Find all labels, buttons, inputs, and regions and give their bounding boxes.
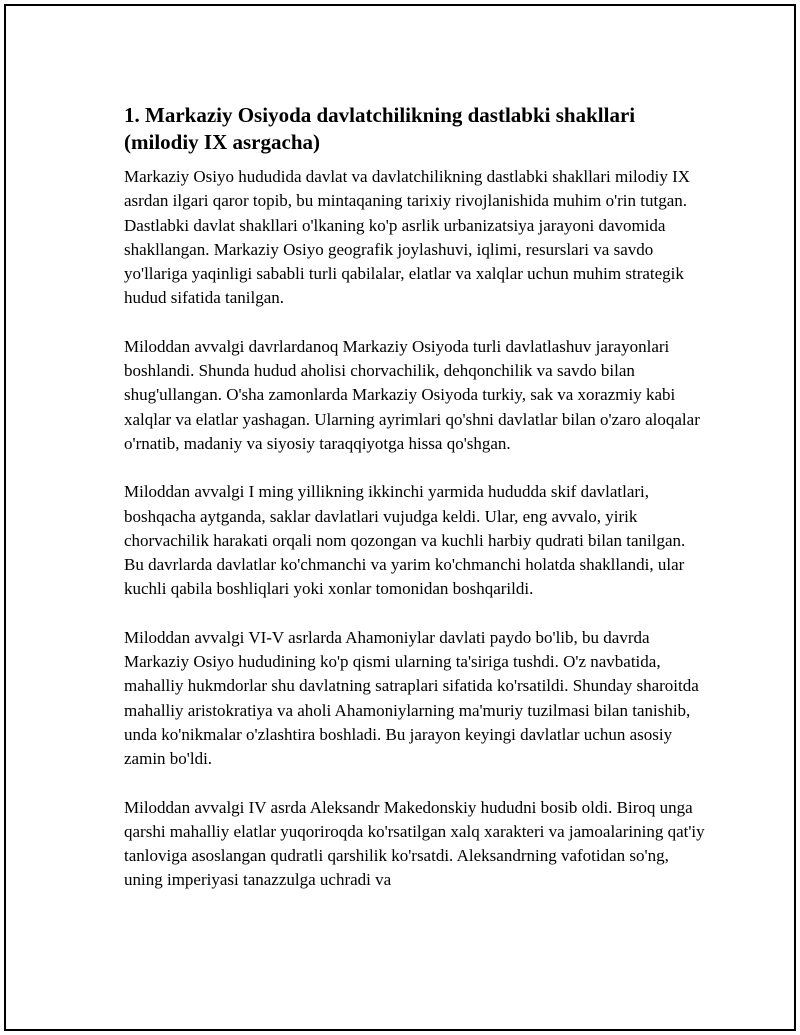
paragraph-1: Markaziy Osiyo hududida davlat va davlatchilikning dastlabki shakllari milodiy IX asrdan ilgari qaror topib, bu mintaqaning tarixiy rivojlanishida muhim o'rin tutgan. Dastlabki davlat shakllari o'lkaning ko'p asrlik urbanizatsiya jarayoni davomida shakllangan. Markaziy Osiyo geografik joylashuvi, iqlimi, resurslari va savdo yo'llariga yaqinligi sababli turli qabilalar, elatlar va xalqlar uchun muhim strategik hudud sifatida tanilgan. [124,167,691,308]
page-frame [4,4,796,1031]
document-body [124,102,706,917]
paragraph-5: Miloddan avvalgi IV asrda Aleksandr Makedonskiy hududni bosib oldi. Biroq unga qarshi mahalliy elatlar yuqoriroqda ko'rsatilgan xalq xarakteri va jamoalarining qat'iy tanloviga asoslangan qudratli qarshilik ko'rsatdi. Aleksandrning vafotidan so'ng, uning imperiyasi tanazzulga uchradi va [124,797,705,890]
paragraph-2: Miloddan avvalgi davrlardanoq Markaziy Osiyoda turli davlatlashuv jarayonlari boshlandi. Shunda hudud aholisi chorvachilik, dehqonchilik va savdo bilan shug'ullangan. O'sha zamonlarda Markaziy Osiyoda turkiy, sak va xorazmiy kabi xalqlar va elatlar yashagan. Ularning ayrimlari qo'shni davlatlar bilan o'zaro aloqalar o'rnatib, madaniy va siyosiy taraqqiyotga hissa qo'shgan. [124,336,700,453]
paragraph-4: Miloddan avvalgi VI-V asrlarda Ahamoniylar davlati paydo bo'lib, bu davrda Markaziy Osiyo hududining ko'p qismi ularning ta'siriga tushdi. O'z navbatida, mahalliy hukmdorlar shu davlatning satraplari sifatida ko'rsatildi. Shunday sharoitda mahalliy aristokratiya va aholi Ahamoniylarning ma'muriy tuzilmasi bilan tanishib, unda ko'nikmalar o'zlashtira boshladi. Bu jarayon keyingi davlatlar uchun asosiy zamin bo'ldi. [124,627,699,769]
paragraph-3: Miloddan avvalgi I ming yillikning ikkinchi yarmida hududda skif davlatlari, boshqacha aytganda, saklar davlatlari vujudga keldi. Ular, eng avvalo, yirik chorvachilik harakati orqali nom qozongan va kuchli harbiy qudrati bilan tanilgan. Bu davrlarda davlatlar ko'chmanchi va yarim ko'chmanchi holatda shakllandi, ular kuchli qabila boshliqlari yoki xonlar tomonidan boshqarildi. [124,482,686,599]
section-heading: 1. Markaziy Osiyoda davlatchilikning dastlabki shakllari (milodiy IX asrgacha) [124,103,636,154]
